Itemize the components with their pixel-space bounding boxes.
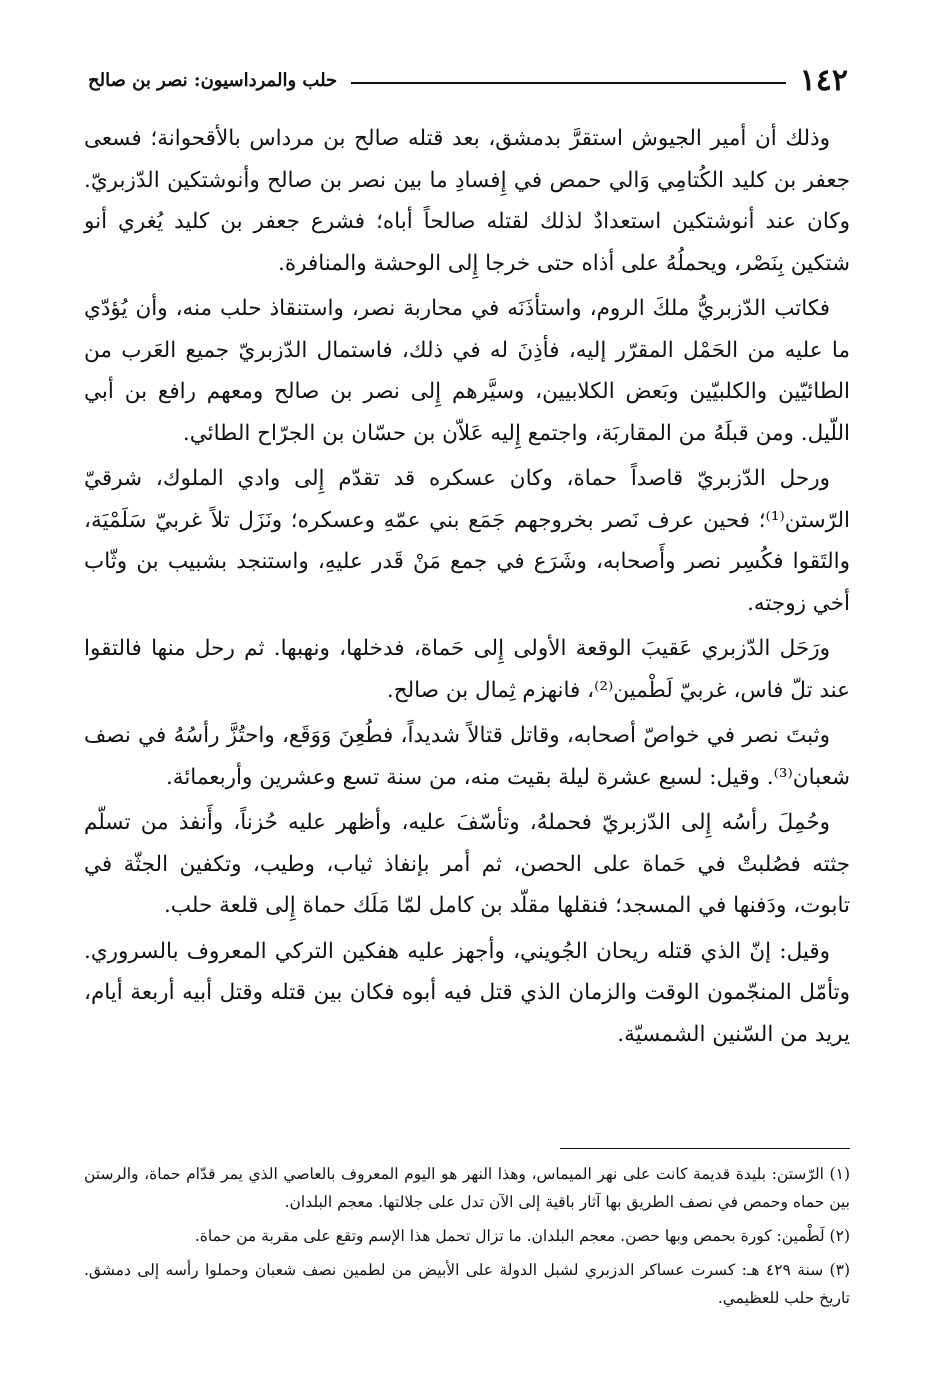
footnote-separator: [560, 1148, 850, 1149]
paragraph: وقيل: إنّ الذي قتله ريحان الجُويني، وأجهز عليه هفكين التركي المعروف بالسروري. وتأمّل المنجّمون الوقت والزمان الذي قتل فيه أبوه فكان بين قتله وقتل أبيه أربعة أيام، يريد من السّنين الشمسيّة.: [84, 938, 850, 1047]
footnote: (٢) لَطْمين: كورة بحمص وبها حصن. معجم البلدان. ما تزال تحمل هذا الإسم وتقع على مقربة من حماة.: [194, 1227, 850, 1245]
main-text: [84, 118, 850, 1059]
footnote: (٣) سنة ٤٢٩ هـ: كسرت عساكر الدزبري لشبل الدولة على الأبيض من لطمين نصف شعبان وحملوا رأسه إلى دمشق. تاريخ حلب للعظيمي.: [84, 1261, 850, 1307]
paragraph: وذلك أن أمير الجيوش استقرَّ بدمشق، بعد قتله صالح بن مرداس بالأقحوانة؛ فسعى جعفر بن كليد الكُتامِي وَالي حمص في إِفسادِ ما بين نصر بن صالح وأنوشتكين الدّزبريّ. وكان عند أنوشتكين استعدادٌ لذلك لقتله صالحاً أباه؛ فشرع جعفر بن كليد يُغري أنو شتكين بِنَصْر، ويحملُهُ على أذاه حتى خرجا إِلى الوحشة والمنافرة.: [84, 126, 850, 276]
running-title: حلب والمرداسيون: نصر بن صالح: [88, 69, 338, 91]
paragraph: فكاتب الدّزبريُّ ملكَ الروم، واستأذَنَه في محاربة نصر، واستنقاذ حلب منه، وأن يُؤدّي ما عليه من الحَمْل المقرّر إليه، فأذِنَ له في ذلك، فاستمال الدّزبريّ جميع العَرب من الطائيّين والكلبيّين وبَعض الكلابيين، وسيَّرهم إِلى نصر بن صالح ومعهم رافع بن أبي اللّيل. ومن قبلَهُ من المقاربَة، واجتمع إِليه عَلاّن بن حسّان بن الجرّاح الطائي.: [84, 296, 850, 446]
paragraph: ورَحَل الدّزبري عَقيبَ الوقعة الأولى إِلى حَماة، فدخلها، ونهبها. ثم رحل منها فالتقوا عند تلّ فاس، غربيّ لَطْمين⁽²⁾، فانهزم ثِمال بن صالح.: [84, 636, 850, 703]
page-header: [88, 60, 848, 100]
page-number: ١٤٢: [799, 62, 848, 98]
paragraph: وثبتَ نصر في خواصّ أصحابه، وقاتل قتالاً شديداً، فطُعِنَ وَوَقَع، واحتُزَّ رأسُهُ في نصف شعبان⁽³⁾. وقيل: لسبع عشرة ليلة بقيت منه، من سنة تسع وعشرين وأربعمائة.: [84, 723, 850, 790]
footnotes: [84, 1160, 850, 1318]
header-rule: [351, 82, 785, 84]
paragraph: ورحل الدّزبريّ قاصداً حماة، وكان عسكره قد تقدّم إِلى وادي الملوك، شرقيّ الرّستن⁽¹⁾؛ فحين عرف نَصر بخروجهم جَمَع بني عمّهِ وعسكره؛ ونَزَل تلاً غربيّ سَلَمْيَة، والتَقوا فكُسِر نصر وأَصحابه، وشَرَع في جمع مَنْ قَدر عليهِ، واستنجد بشبيب بن وثّاب أخي زوجته.: [84, 466, 850, 616]
paragraph: وحُمِلَ رأسُه إِلى الدّزبريّ فحملهُ، وتأسّفَ عليه، وأظهر عليه حُزناً، وأَنفذ من تسلّم جثته فصُلبتْ في حَماة على الحصن، ثم أمر بإنفاذ ثياب، وطيب، وتكفين الجثّة في تابوت، ودَفنها في المسجد؛ فنقلها مقلّد بن كامل لمّا مَلَك حماة إِلى قلعة حلب.: [84, 810, 850, 918]
footnote: (١) الرّستن: بليدة قديمة كانت على نهر الميماس، وهذا النهر هو اليوم المعروف بالعاصي الذي يمر قدّام حماة، والرستن بين حماه وحمص في نصف الطريق بها آثار باقية إلى الآن تدل على جلالتها. معجم البلدان.: [84, 1165, 850, 1211]
